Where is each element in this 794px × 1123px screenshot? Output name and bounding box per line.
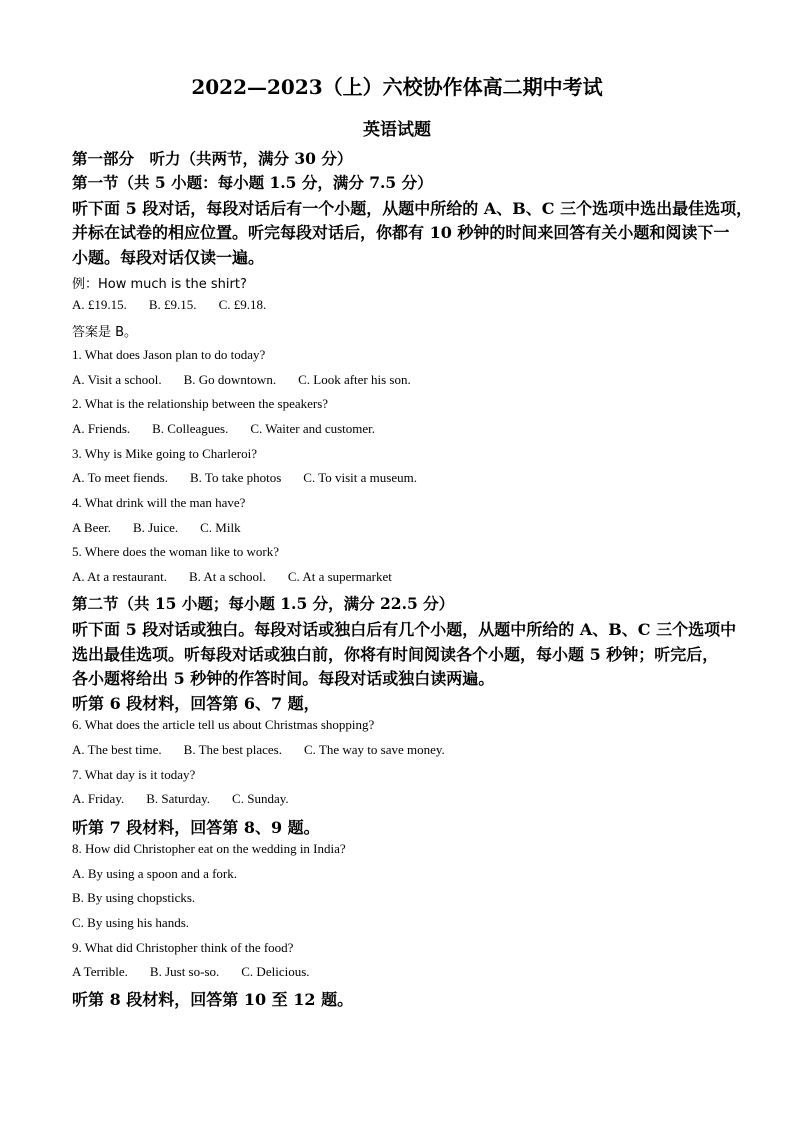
option: B. At a school. <box>188 569 266 584</box>
question-options <box>72 569 392 585</box>
exam-title: 2022—2023（上）六校协作体高二期中考试 <box>191 75 603 99</box>
question: 5. Where does the woman like to work? <box>72 544 279 559</box>
section-heading: 第二节（共 15 小题；每小题 1.5 分，满分 22.5 分） <box>72 594 455 613</box>
question: 3. Why is Mike going to Charleroi? <box>72 446 257 461</box>
option: A Beer. <box>72 520 111 535</box>
option: A Terrible. <box>72 964 128 979</box>
instruction-line: 并标在试卷的相应位置。听完每段对话后，你都有 10 秒钟的时间来回答有关小题和阅读下一 <box>72 223 730 242</box>
example-question: 例：How much is the shirt? <box>72 277 247 292</box>
part-heading: 第一部分 听力（共两节，满分 30 分） <box>72 149 353 168</box>
option: A. To meet fiends. <box>72 470 168 485</box>
option: C. £9.18. <box>218 297 267 312</box>
option: A. At a restaurant. <box>72 569 167 584</box>
option: C. To visit a museum. <box>303 470 417 485</box>
option: C. The way to save money. <box>304 742 445 757</box>
question-options <box>72 791 289 807</box>
question: 7. What day is it today? <box>72 767 196 782</box>
example-answer: 答案是 B。 <box>72 325 138 340</box>
question: 1. What does Jason plan to do today? <box>72 347 266 362</box>
instruction-line: 各小题将给出 5 秒钟的作答时间。每段对话或独白读两遍。 <box>72 669 495 688</box>
option: C. Milk <box>200 520 241 535</box>
question: 9. What did Christopher think of the food? <box>72 940 294 955</box>
option: C. Look after his son. <box>298 372 411 387</box>
option: B. Go downtown. <box>183 372 277 387</box>
option: C. By using his hands. <box>72 915 190 930</box>
option: A. The best time. <box>72 742 162 757</box>
instruction-line: 选出最佳选项。听每段对话或独白前，你将有时间阅读各个小题，每小题 5 秒钟；听完后， <box>72 645 719 664</box>
instruction-line: 听下面 5 段对话或独白。每段对话或独白后有几个小题，从题中所给的 A、B、C 三个选项中 <box>72 620 737 639</box>
question-options <box>72 470 417 486</box>
option: B. Juice. <box>133 520 179 535</box>
question-options <box>72 964 310 980</box>
material-heading: 听第 6 段材料，回答第 6、7 题， <box>72 694 320 713</box>
option: C. At a supermarket <box>287 569 392 584</box>
option: A. Friends. <box>72 421 131 436</box>
option: A. Friday. <box>72 791 125 806</box>
instruction-line: 小题。每段对话仅读一遍。 <box>72 248 265 267</box>
question: 4. What drink will the man have? <box>72 495 246 510</box>
option: B. Colleagues. <box>152 421 229 436</box>
option: A. £19.15. <box>72 297 127 312</box>
option: C. Waiter and customer. <box>250 421 376 436</box>
material-heading: 听第 7 段材料，回答第 8、9 题。 <box>72 818 320 837</box>
option: B. By using chopsticks. <box>72 890 196 905</box>
question-options <box>72 742 445 758</box>
question-options <box>72 372 411 388</box>
example-options <box>72 297 266 313</box>
option: B. £9.15. <box>148 297 197 312</box>
option: A. By using a spoon and a fork. <box>72 866 238 881</box>
option: C. Sunday. <box>232 791 289 806</box>
exam-subtitle: 英语试题 <box>363 120 431 140</box>
option: B. To take photos <box>189 470 282 485</box>
section-heading: 第一节（共 5 小题：每小题 1.5 分，满分 7.5 分） <box>72 173 433 192</box>
instruction-line: 听下面 5 段对话，每段对话后有一个小题，从题中所给的 A、B、C 三个选项中选出最佳选项， <box>72 199 753 218</box>
question-options <box>72 520 241 536</box>
option: C. Delicious. <box>241 964 310 979</box>
option: B. Saturday. <box>146 791 211 806</box>
question-options <box>72 421 375 437</box>
question: 6. What does the article tell us about Christmas shopping? <box>72 717 375 732</box>
question: 2. What is the relationship between the speakers? <box>72 396 329 411</box>
option: B. The best places. <box>183 742 282 757</box>
option: B. Just so-so. <box>149 964 220 979</box>
material-heading: 听第 8 段材料，回答第 10 至 12 题。 <box>72 990 354 1009</box>
question: 8. How did Christopher eat on the wedding in India? <box>72 841 346 856</box>
option: A. Visit a school. <box>72 372 162 387</box>
